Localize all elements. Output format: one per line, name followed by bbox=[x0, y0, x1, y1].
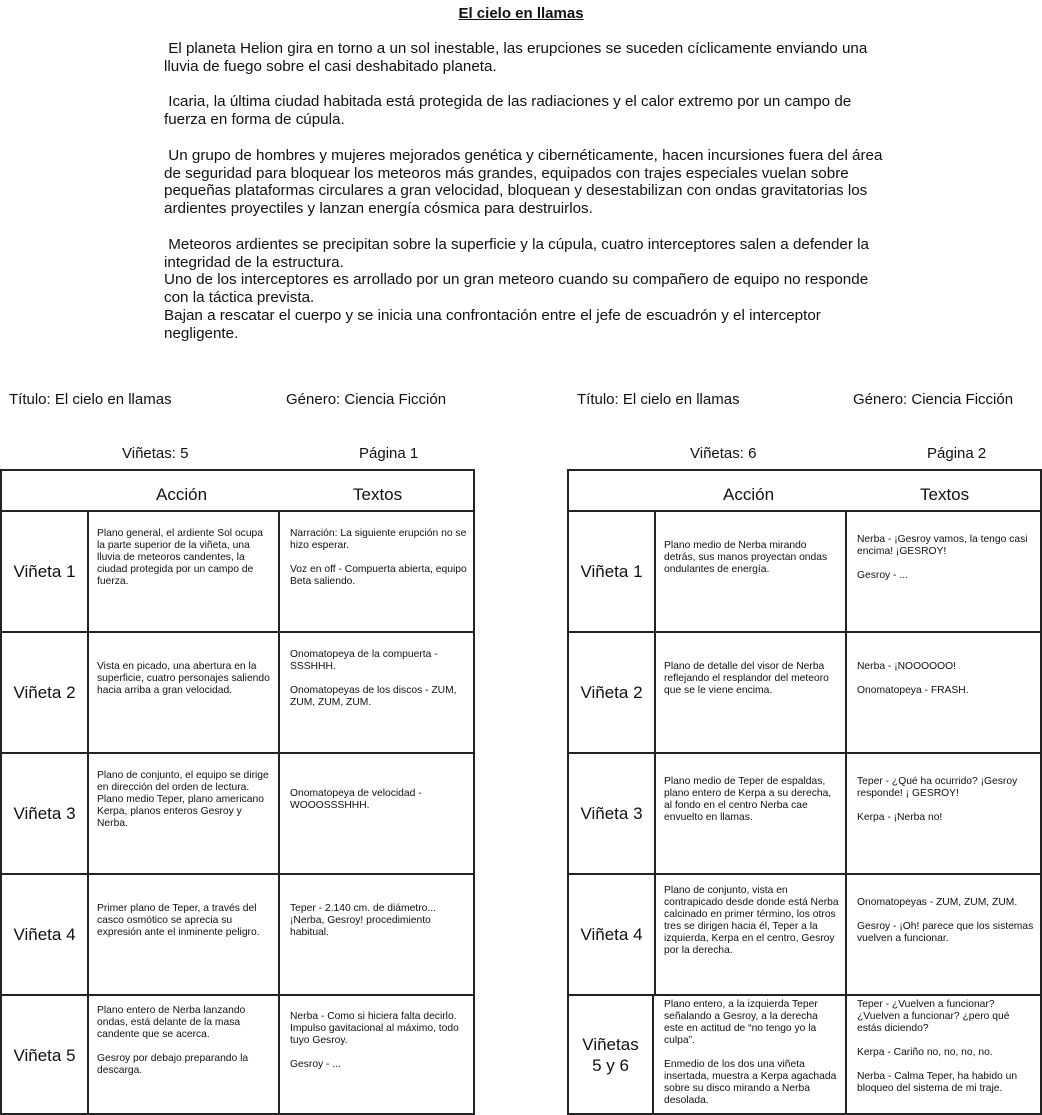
table-row bbox=[569, 996, 1040, 1114]
action-text: Plano medio de Teper de espaldas, plano entero de Kerpa a su derecha, al fondo en el centro Nerba cae envuelto en llamas. bbox=[664, 776, 835, 823]
table-row bbox=[2, 512, 473, 633]
panel-label: Viñeta 4 bbox=[2, 875, 89, 994]
page1-title-label: Título: El cielo en llamas bbox=[9, 391, 172, 408]
dialogue-text: Gesroy - ... bbox=[290, 1059, 341, 1070]
action-cell bbox=[656, 754, 847, 873]
synopsis-paragraph: El planeta Helion gira en torno a un sol inestable, las erupciones se suceden cíclicamente enviando una lluvia de fuego sobre el casi deshabitado planeta. bbox=[164, 40, 872, 75]
action-cell bbox=[89, 875, 280, 994]
dialogue-text: Teper - ¿Vuelven a funcionar? ¿Vuelven a funcionar? ¿pero qué estás diciendo? bbox=[857, 999, 1010, 1034]
action-text: Plano de conjunto, el equipo se dirige en dirección del orden de lectura. Plano medio Teper, plano americano Kerpa, planos enteros Gesroy y Nerba. bbox=[97, 770, 269, 829]
dialogue-text: Onomatopeyas de los discos - ZUM, ZUM, ZUM, ZUM. bbox=[290, 685, 457, 708]
dialogue-text: Nerba - ¡NOOOOOO! bbox=[857, 661, 956, 672]
dialogue-cell bbox=[849, 996, 1040, 1114]
panel-label: Viñeta 5 bbox=[2, 996, 89, 1114]
document-title: El cielo en llamas bbox=[458, 5, 584, 22]
synopsis-paragraph: Un grupo de hombres y mujeres mejorados genética y cibernéticamente, hacen incursiones fuera del área de seguridad para bloquear los meteoros más grandes, equipados con trajes especiales vuelan sobre pequeñas plataformas circulares a gran velocidad, bloquean y desestabilizan con ondas gravitatorias los ardientes proyectiles y lanzan energía cósmica para destruirlos. bbox=[164, 146, 887, 218]
table-row bbox=[2, 875, 473, 996]
panel-label: Viñeta 4 bbox=[569, 875, 656, 994]
action-cell bbox=[89, 633, 280, 752]
action-text: Plano de detalle del visor de Nerba reflejando el resplandor del meteoro que se le viene encima. bbox=[664, 661, 832, 696]
table-header bbox=[569, 471, 1040, 512]
panel-label: Viñetas 5 y 6 bbox=[569, 996, 654, 1114]
dialogue-text: Onomatopeya de velocidad - WOOOSSSHHH. bbox=[290, 788, 422, 811]
dialogue-text: Nerba - Calma Teper, ha habido un bloqueo del sistema de mi traje. bbox=[857, 1071, 1018, 1094]
action-text: Vista en picado, una abertura en la superficie, cuatro personajes saliendo hacia arriba a gran velocidad. bbox=[97, 661, 273, 696]
dialogue-text: Onomatopeya de la compuerta - SSSHHH. bbox=[290, 649, 438, 672]
dialogue-cell bbox=[282, 996, 473, 1114]
column-header-accion: Acción bbox=[156, 485, 208, 504]
dialogue-text: Onomatopeyas - ZUM, ZUM, ZUM. bbox=[857, 897, 1018, 908]
dialogue-cell bbox=[282, 875, 473, 994]
panel-label: Viñeta 2 bbox=[2, 633, 89, 752]
action-text: Plano entero, a la izquierda Teper señalando a Gesroy, a la derecha este en actitud de “no tengo yo la culpa”. bbox=[664, 999, 821, 1046]
dialogue-cell bbox=[282, 633, 473, 752]
action-cell bbox=[89, 754, 280, 873]
dialogue-text: Teper - 2.140 cm. de diámetro... ¡Nerba, Gesroy! procedimiento habitual. bbox=[290, 903, 436, 938]
dialogue-text: Teper - ¿Qué ha ocurrido? ¡Gesroy responde! ¡ GESROY! bbox=[857, 776, 1018, 799]
action-cell bbox=[656, 633, 847, 752]
action-text: Plano entero de Nerba lanzando ondas, está delante de la masa candente que se acerca. bbox=[97, 1005, 249, 1040]
dialogue-text: Kerpa - ¡Nerba no! bbox=[857, 812, 943, 823]
action-text: Enmedio de los dos una viñeta insertada, muestra a Kerpa agachada sobre su disco mirando a Nerba desolada. bbox=[664, 1059, 840, 1106]
dialogue-text: Kerpa - Cariño no, no, no, no. bbox=[857, 1047, 993, 1058]
dialogue-text: Onomatopeya - FRASH. bbox=[857, 685, 969, 696]
page2-genre-label: Género: Ciencia Ficción bbox=[853, 391, 1014, 408]
panel-label: Viñeta 1 bbox=[569, 512, 656, 631]
action-text: Plano de conjunto, vista en contrapicado desde donde está Nerba calcinado en primer término, los otros tres se dirigen hacia él, Teper a la izquierda, Kerpa en el centro, Gesroy por la derecha. bbox=[664, 885, 842, 956]
synopsis bbox=[164, 40, 887, 360]
table-row bbox=[2, 754, 473, 875]
table-row bbox=[569, 633, 1040, 754]
action-cell bbox=[656, 875, 847, 994]
dialogue-text: Narración: La siguiente erupción no se hizo esperar. bbox=[290, 528, 467, 551]
synopsis-paragraph: Icaria, la última ciudad habitada está protegida de las radiaciones y el calor extremo por un campo de fuerza en forma de cúpula. bbox=[164, 93, 856, 129]
column-header-accion: Acción bbox=[723, 485, 775, 504]
action-text: Plano medio de Nerba mirando detrás, sus manos proyectan ondas ondulantes de energía. bbox=[664, 540, 831, 575]
dialogue-cell bbox=[849, 633, 1040, 752]
action-text: Gesroy por debajo preparando la descarga. bbox=[97, 1053, 251, 1076]
action-cell bbox=[89, 996, 280, 1114]
dialogue-cell bbox=[282, 754, 473, 873]
synopsis-paragraph: Meteoros ardientes se precipitan sobre la superficie y la cúpula, cuatro interceptores salen a defender la integridad de la estructura. Uno de los interceptores es arrollado por un gran meteoro cuando su compañero de equipo no responde con la táctica prevista. Bajan a rescatar el cuerpo y se inicia una confrontación entre el jefe de escuadrón y el interceptor negligente. bbox=[164, 235, 869, 342]
dialogue-cell bbox=[849, 875, 1040, 994]
panel-label: Viñeta 3 bbox=[2, 754, 89, 873]
page2-page-number: Página 2 bbox=[927, 445, 987, 462]
dialogue-text: Voz en off - Compuerta abierta, equipo Beta saliendo. bbox=[290, 564, 467, 587]
dialogue-text: Gesroy - ... bbox=[857, 570, 908, 581]
table-row bbox=[2, 633, 473, 754]
page2-title-label: Título: El cielo en llamas bbox=[577, 391, 740, 408]
action-cell bbox=[656, 512, 847, 631]
action-text: Plano general, el ardiente Sol ocupa la parte superior de la viñeta, una lluvia de meteoros candentes, la ciudad protegida por un campo de fuerza. bbox=[97, 528, 266, 587]
dialogue-cell bbox=[849, 754, 1040, 873]
action-cell bbox=[656, 996, 847, 1114]
script-table-page-2 bbox=[567, 469, 1042, 1115]
panel-label: Viñeta 2 bbox=[569, 633, 656, 752]
action-text: Primer plano de Teper, a través del casco osmótico se aprecia su expresión ante el inminente peligro. bbox=[97, 903, 260, 938]
action-cell bbox=[89, 512, 280, 631]
table-row bbox=[569, 875, 1040, 996]
table-row bbox=[569, 512, 1040, 633]
dialogue-text: Nerba - Como si hiciera falta decirlo. Impulso gavitacional al máximo, todo tuyo Gesroy. bbox=[290, 1011, 459, 1046]
table-row bbox=[2, 996, 473, 1114]
page1-panel-count: Viñetas: 5 bbox=[122, 445, 189, 462]
table-row bbox=[569, 754, 1040, 875]
column-header-textos: Textos bbox=[353, 485, 403, 504]
panel-label: Viñeta 3 bbox=[569, 754, 656, 873]
page1-page-number: Página 1 bbox=[359, 445, 419, 462]
dialogue-text: Gesroy - ¡Oh! parece que los sistemas vuelven a funcionar. bbox=[857, 921, 1034, 944]
dialogue-cell bbox=[849, 512, 1040, 631]
page1-genre-label: Género: Ciencia Ficción bbox=[286, 391, 447, 408]
column-header-textos: Textos bbox=[920, 485, 970, 504]
script-table-page-1 bbox=[0, 469, 475, 1115]
table-header bbox=[2, 471, 473, 512]
dialogue-text: Nerba - ¡Gesroy vamos, la tengo casi encima! ¡GESROY! bbox=[857, 534, 1028, 557]
dialogue-cell bbox=[282, 512, 473, 631]
page2-panel-count: Viñetas: 6 bbox=[690, 445, 757, 462]
panel-label: Viñeta 1 bbox=[2, 512, 89, 631]
